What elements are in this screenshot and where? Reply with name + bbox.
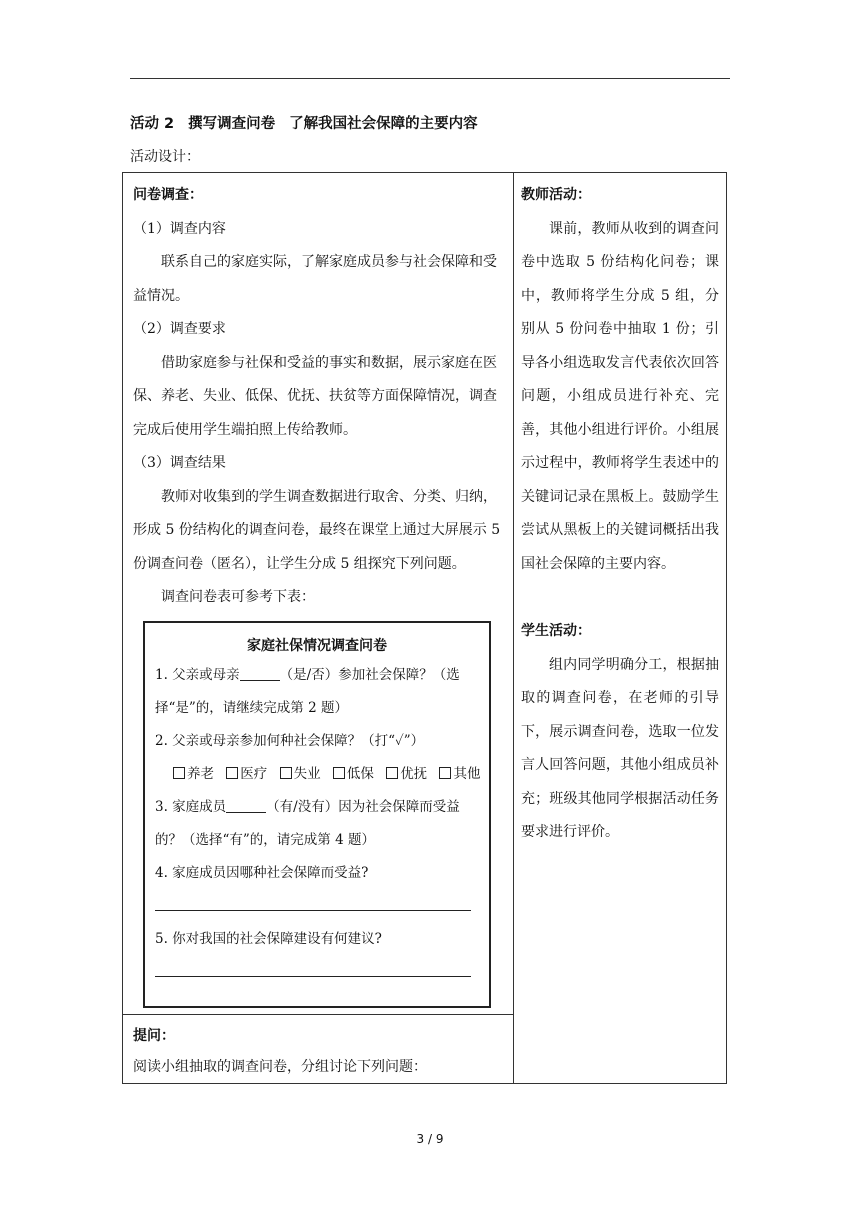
- survey-section-title: 问卷调查：: [133, 187, 203, 203]
- option-medical: 医疗: [226, 766, 267, 782]
- survey-title: 家庭社保情况调查问卷: [247, 638, 387, 654]
- question-5: 5. 你对我国的社会保障建设有何建议?: [155, 931, 382, 947]
- page-number: 3 / 9: [416, 1132, 444, 1146]
- checkbox-icon: [226, 767, 238, 779]
- reference-note: 调查问卷表可参考下表：: [161, 589, 315, 605]
- option-subsistence: 低保: [333, 766, 374, 782]
- activity-heading: [130, 112, 492, 133]
- answer-line-4: [155, 890, 479, 923]
- question-cell: [133, 1021, 505, 1083]
- activity-title-2: 了解我国社会保障的主要内容: [289, 116, 478, 132]
- activity-column: [521, 179, 719, 850]
- option-list: [155, 758, 479, 791]
- answer-line-5: [155, 956, 479, 989]
- question-text: 阅读小组抽取的调查问卷，分组讨论下列问题：: [133, 1059, 427, 1075]
- question-4: 4. 家庭成员因哪种社会保障而受益?: [155, 865, 369, 881]
- question-3: [155, 791, 479, 857]
- checkbox-icon: [280, 767, 292, 779]
- row-divider: [123, 1014, 513, 1015]
- survey-form: [143, 621, 491, 1008]
- header-rule: [130, 78, 730, 79]
- survey-column: [133, 179, 507, 615]
- question-1-end: （是/否）参加社会保障？（选择“是”的，请继续完成第 2 题）: [155, 667, 460, 716]
- student-activity-text: 组内同学明确分工，根据抽取的调查问卷，在老师的引导下，展示调查问卷，选取一位发言人回答问题，其他小组成员补充；班级其他同学根据活动任务要求进行评价。: [521, 656, 719, 840]
- activity-title-1: 撰写调查问卷: [188, 116, 276, 132]
- checkbox-icon: [333, 767, 345, 779]
- option-other: 其他: [439, 766, 480, 782]
- activity-number: 活动 2: [130, 116, 175, 132]
- checkbox-icon: [386, 767, 398, 779]
- section2-text: 借助家庭参与社保和受益的事实和数据，展示家庭在医保、养老、失业、低保、优抚、扶贫等方面保障情况，调查完成后使用学生端拍照上传给教师。: [133, 354, 497, 438]
- question-3-start: 3. 家庭成员: [155, 799, 227, 815]
- answer-blank: [240, 668, 280, 681]
- question-2: 2. 父亲或母亲参加何种社会保障？（打“✓”）: [155, 733, 425, 749]
- option-special-care: 优抚: [386, 766, 427, 782]
- answer-blank: [226, 800, 266, 813]
- section1-text: 联系自己的家庭实际，了解家庭成员参与社会保障和受益情况。: [133, 254, 497, 304]
- section3-text: 教师对收集到的学生调查数据进行取舍、分类、归纳，形成 5 份结构化的调查问卷，最终在课堂上通过大屏展示 5 份调查问卷（匿名），让学生分成 5 组探究下列问题。: [133, 488, 501, 572]
- teacher-activity-text: 课前，教师从收到的调查问卷中选取 5 份结构化问卷；课中，教师将学生分成 5 组，分别从 5 份问卷中抽取 1 份；引导各小组选取发言代表依次回答问题，小组成员进行补充、完善，其他小组进行评价。小组展示过程中，教师将学生表述中的关键词记录在黑板上。鼓励学生尝试从黑板上的关键词概括出我国社会保障的主要内容。: [521, 220, 719, 572]
- option-pension: 养老: [173, 766, 214, 782]
- checkbox-icon: [173, 767, 185, 779]
- question-title: 提问：: [133, 1028, 175, 1044]
- column-divider: [513, 173, 514, 1083]
- design-label: 活动设计：: [130, 149, 200, 165]
- question-1: [155, 659, 479, 725]
- section1-title: （1）调查内容: [133, 220, 226, 237]
- student-activity-title: 学生活动：: [521, 623, 591, 639]
- section2-title: （2）调查要求: [133, 321, 226, 337]
- activity-table: [122, 172, 727, 1084]
- teacher-activity-title: 教师活动：: [521, 187, 591, 203]
- question-1-start: 1. 父亲或母亲: [155, 667, 240, 683]
- question-3-end: （有/没有）因为社会保障而受益的？（选择“有”的，请完成第 4 题）: [155, 799, 460, 848]
- checkbox-icon: [439, 767, 451, 779]
- option-unemployment: 失业: [280, 766, 321, 782]
- section3-title: （3）调查结果: [133, 455, 226, 471]
